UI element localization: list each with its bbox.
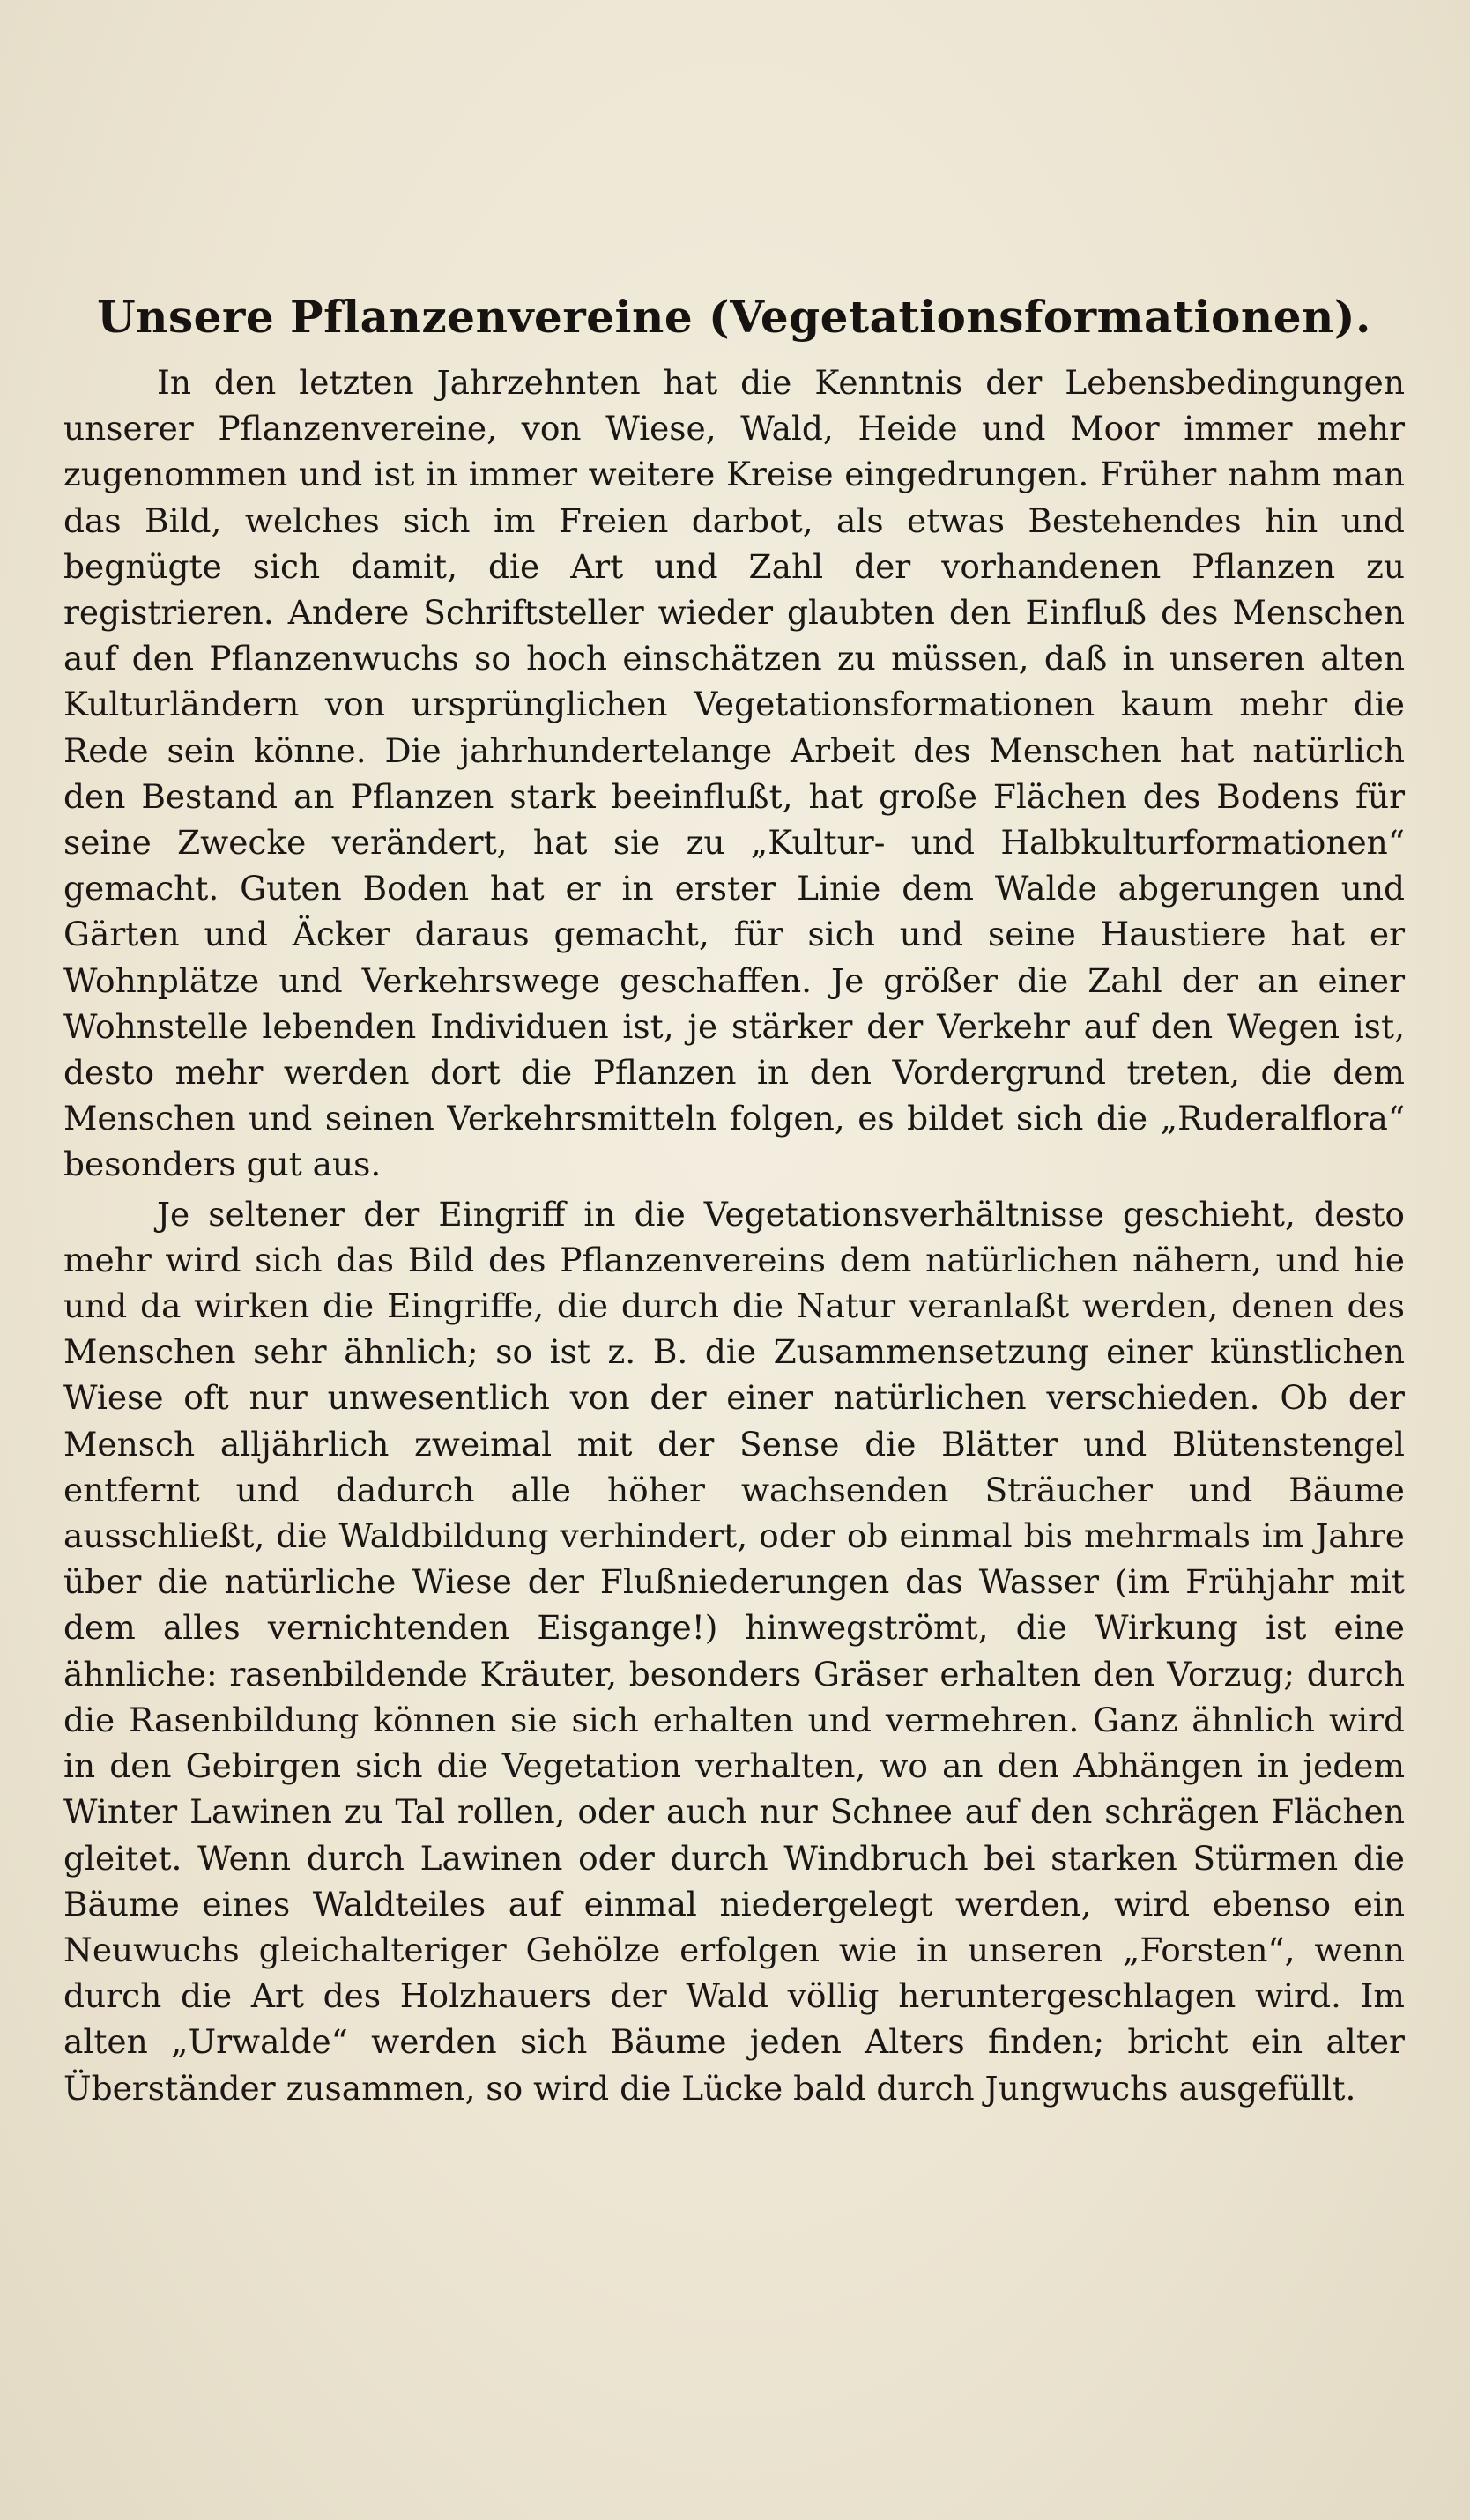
paragraph-1: In den letzten Jahrzehnten hat die Kenntnis der Lebensbedingungen unserer Pflanzenvereine, von Wiese, Wald, Heide und Moor immer mehr zugenommen und ist in immer weitere Kreise eingedrungen. Früher nahm man das Bild, welches sich im Freien darbot, als etwas Bestehendes hin und begnügte sich damit, die Art und Zahl der vorhandenen Pflanzen zu registrieren. Andere Schriftsteller wieder glaubten den Einfluß des Menschen auf den Pflanzenwuchs so hoch einschätzen zu müssen, daß in unseren alten Kulturländern von ursprünglichen Vegetationsformationen kaum mehr die Rede sein könne. Die jahrhundertelange Arbeit des Menschen hat natürlich den Bestand an Pflanzen stark beeinflußt, hat große Flächen des Bodens für seine Zwecke verändert, hat sie zu „Kultur- und Halbkulturformationen“ gemacht. Guten Boden hat er in erster Linie dem Walde abgerungen und Gärten und Äcker daraus gemacht, für sich und seine Haustiere hat er Wohnplätze und Verkehrswege geschaffen. Je größer die Zahl der an einer Wohnstelle lebenden Individuen ist, je stärker der Verkehr auf den Wegen ist, desto mehr werden dort die Pflanzen in den Vordergrund treten, die dem Menschen und seinen Verkehrsmitteln folgen, es bildet sich die „Ruderalflora“ besonders gut aus. [63, 363, 1405, 1184]
paragraph-2: Je seltener der Eingriff in die Vegetationsverhältnisse geschieht, desto mehr wird sich das Bild des Pflanzenvereins dem natürlichen nähern, und hie und da wirken die Eingriffe, die durch die Natur veranlaßt werden, denen des Menschen sehr ähnlich; so ist z. B. die Zusammensetzung einer künstlichen Wiese oft nur unwesentlich von der einer natürlichen verschieden. Ob der Mensch alljährlich zweimal mit der Sense die Blätter und Blütenstengel entfernt und dadurch alle höher wachsenden Sträucher und Bäume ausschließt, die Waldbildung verhindert, oder ob einmal bis mehrmals im Jahre über die natürliche Wiese der Flußniederungen das Wasser (im Frühjahr mit dem alles vernichtenden Eisgange!) hinwegströmt, die Wirkung ist eine ähnliche: rasenbildende Kräuter, besonders Gräser erhalten den Vorzug; durch die Rasenbildung können sie sich erhalten und vermehren. Ganz ähnlich wird in den Gebirgen sich die Vegetation verhalten, wo an den Abhängen in jedem Winter Lawinen zu Tal rollen, oder auch nur Schnee auf den schrägen Flächen gleitet. Wenn durch Lawinen oder durch Windbruch bei starken Stürmen die Bäume eines Waldteiles auf einmal niedergelegt werden, wird ebenso ein Neuwuchs gleichalteriger Gehölze erfolgen wie in unseren „Forsten“, wenn durch die Art des Holzhauers der Wald völlig heruntergeschlagen wird. Im alten „Urwalde“ werden sich Bäume jeden Alters finden; bricht ein alter Überständer zusammen, so wird die Lücke bald durch Jungwuchs ausgefüllt. [63, 1194, 1405, 2108]
page-title: Unsere Pflanzenvereine (Vegetationsformationen). [97, 291, 1371, 343]
page-text-block [63, 291, 1405, 2111]
